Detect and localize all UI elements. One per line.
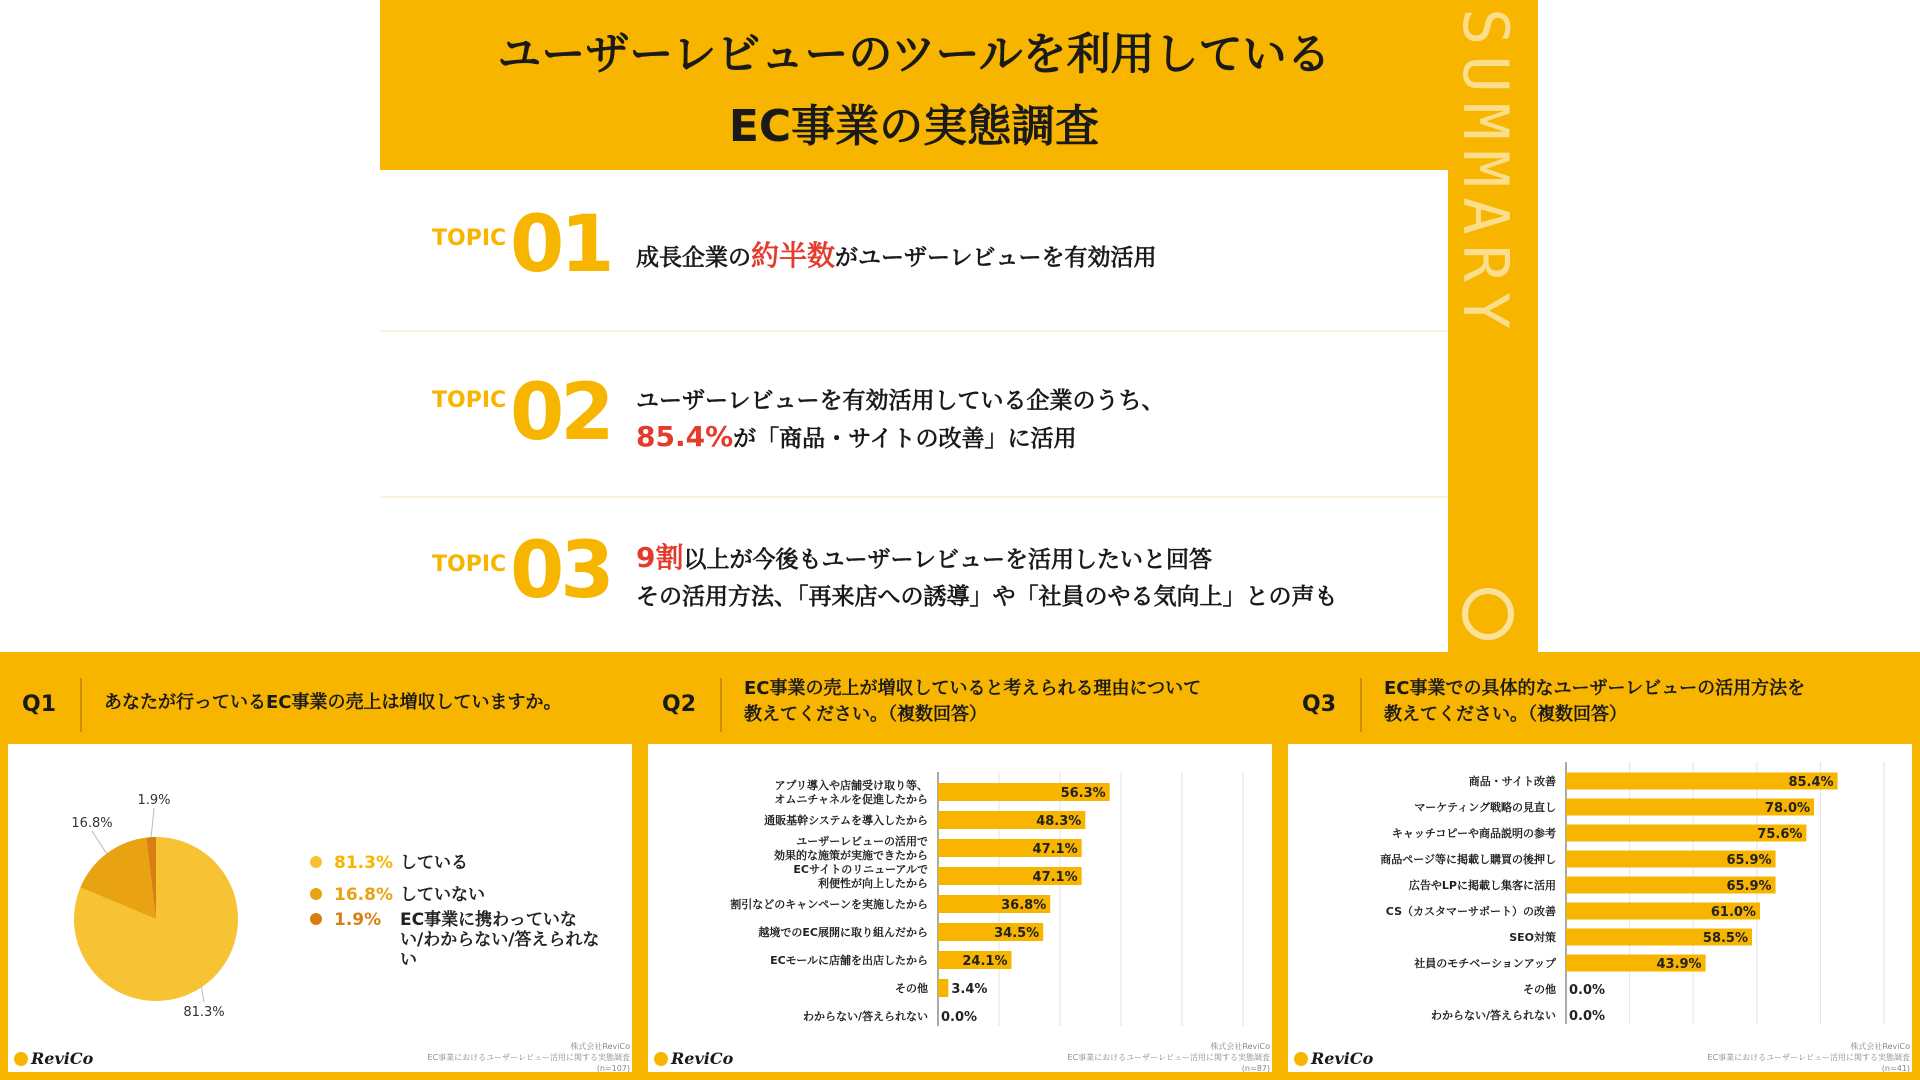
question-divider	[720, 678, 722, 732]
topic-02-line2	[636, 420, 1077, 453]
category-label: ECモールに店舗を出店したから	[770, 954, 928, 967]
category-label: わからない/答えられない	[802, 1010, 928, 1023]
bar-value-label: 56.3%	[1060, 786, 1106, 801]
category-label: CS（カスタマーサポート）の改善	[1385, 905, 1556, 918]
chart-area	[1288, 744, 1912, 1072]
credit-survey: EC事業におけるユーザーレビュー活用に関する実態調査	[1707, 1053, 1910, 1062]
chart-area	[648, 744, 1272, 1072]
category-label: 通販基幹システムを導入したから	[764, 814, 928, 827]
topic-02-line2-text: が「商品・サイトの改善」に活用	[733, 426, 1077, 452]
legend-item	[310, 880, 485, 905]
category-label: 効果的な施策が実施できたから	[774, 849, 928, 862]
topic-02	[380, 332, 1448, 496]
question-text-line2: 教えてください。（複数回答）	[1384, 704, 1627, 725]
bar-value-label: 43.9%	[1656, 957, 1702, 972]
question-text-line2: 教えてください。（複数回答）	[744, 704, 987, 725]
bar-value-label: 75.6%	[1757, 827, 1803, 842]
question-number: Q2	[662, 692, 697, 717]
bar-value-label: 78.0%	[1764, 801, 1811, 816]
legend-value: 16.8%	[334, 885, 393, 905]
legend-item	[310, 848, 468, 873]
bar-value-label: 65.9%	[1726, 853, 1772, 868]
category-label: 利便性が向上したから	[818, 877, 928, 890]
bar-value-label: 85.4%	[1788, 775, 1834, 790]
logo-text: ReviCo	[31, 1049, 94, 1068]
category-label: 商品ページ等に掲載し購買の後押し	[1380, 853, 1556, 866]
credit	[1708, 1041, 1910, 1074]
bar-chart-q3	[1288, 744, 1912, 1072]
bar-value-label: 24.1%	[962, 954, 1008, 969]
category-label: ECサイトのリニューアルで	[793, 863, 928, 876]
bar-value-label: 61.0%	[1710, 905, 1756, 920]
category-label: オムニチャネルを促進したから	[774, 793, 928, 806]
legend-label: している	[400, 853, 468, 873]
summary-side-label: SUMMARY	[1449, 8, 1522, 340]
topic-number: 03	[510, 526, 611, 616]
credit-sample: (n=41)	[1881, 1064, 1910, 1073]
question-text: あなたが行っているEC事業の売上は増収していますか。	[104, 692, 562, 713]
panel-q3	[1280, 652, 1920, 1080]
topic-number: 02	[510, 368, 611, 458]
topic-02-highlight: 85.4%	[636, 420, 734, 453]
pie-data-label: 81.3%	[183, 1005, 225, 1020]
topic-label: TOPIC	[432, 388, 507, 413]
legend-dot	[310, 888, 322, 900]
category-label: 社員のモチベーションアップ	[1414, 957, 1556, 970]
bar-value-label: 0.0%	[941, 1010, 978, 1025]
logo-text: ReviCo	[1311, 1049, 1374, 1068]
category-label: ユーザーレビューの活用で	[796, 835, 928, 848]
topic-01	[380, 170, 1448, 330]
topic-label: TOPIC	[432, 552, 507, 577]
bar-value-label: 58.5%	[1702, 931, 1749, 946]
bar-value-label: 48.3%	[1036, 814, 1082, 829]
credit-sample: (n=107)	[596, 1064, 630, 1073]
summary-side-strip	[1448, 0, 1538, 652]
category-label: アプリ導入や店舗受け取り等、	[774, 779, 928, 792]
category-label: マーケティング戦略の見直し	[1414, 801, 1556, 814]
chart-area	[8, 744, 632, 1072]
bar-chart-q2	[648, 744, 1272, 1072]
bar-value-label: 47.1%	[1032, 842, 1078, 857]
topic-03	[380, 498, 1448, 652]
ring-icon	[1462, 588, 1514, 640]
category-label: その他	[895, 982, 928, 995]
leader-line	[151, 808, 154, 837]
topic-01-text-b: がユーザーレビューを有効活用	[835, 245, 1157, 271]
logo-icon	[654, 1052, 668, 1066]
legend-value: 1.9%	[334, 910, 382, 930]
panel-q2	[640, 652, 1280, 1080]
revico-logo	[654, 1049, 733, 1068]
leader-line	[201, 987, 204, 1002]
revico-logo	[1294, 1049, 1373, 1068]
topic-03-line2: その活用方法、「再来店への誘導」や「社員のやる気向上」との声も	[636, 584, 1338, 610]
topic-label: TOPIC	[432, 226, 507, 251]
question-divider	[80, 678, 82, 732]
pie-data-label: 1.9%	[137, 793, 171, 808]
credit-company: 株式会社ReviCo	[1210, 1042, 1270, 1051]
topic-01-text-a: 成長企業の	[636, 245, 751, 271]
category-label: キャッチコピーや商品説明の参考	[1391, 827, 1556, 840]
title-banner	[380, 0, 1448, 170]
category-label: SEO対策	[1509, 931, 1556, 944]
credit-survey: EC事業におけるユーザーレビュー活用に関する実態調査	[427, 1053, 630, 1062]
bar-value-label: 34.5%	[994, 926, 1040, 941]
category-label: わからない/答えられない	[1430, 1009, 1556, 1022]
category-label: その他	[1523, 983, 1556, 996]
topic-01-text	[636, 234, 1157, 274]
topic-03-line1-text: 以上が今後もユーザーレビューを活用したいと回答	[683, 547, 1213, 573]
pie-data-label: 16.8%	[71, 816, 113, 831]
bar-value-label: 36.8%	[1001, 898, 1047, 913]
credit	[428, 1041, 630, 1074]
bar-value-label: 65.9%	[1726, 879, 1772, 894]
bar-value-label: 47.1%	[1032, 870, 1078, 885]
legend-label: EC事業に携わっていない/わからない/答えられない	[400, 910, 600, 970]
legend-label: していない	[400, 885, 485, 905]
topic-03-line1	[636, 536, 1212, 576]
logo-text: ReviCo	[671, 1049, 734, 1068]
bar-value-label: 0.0%	[1569, 1009, 1606, 1024]
topic-03-highlight: 9割	[636, 541, 684, 574]
leader-line	[92, 831, 107, 854]
topic-number: 01	[510, 200, 611, 290]
credit-sample: (n=87)	[1241, 1064, 1270, 1073]
topic-02-line1: ユーザーレビューを有効活用している企業のうち、	[636, 388, 1165, 414]
revico-logo	[14, 1049, 93, 1068]
category-label: 越境でのEC展開に取り組んだから	[758, 926, 928, 939]
category-label: 割引などのキャンペーンを実施したから	[730, 898, 928, 911]
credit-company: 株式会社ReviCo	[1850, 1042, 1910, 1051]
topic-01-highlight: 約半数	[751, 239, 836, 272]
bar-value-label: 3.4%	[951, 982, 988, 997]
legend-dot	[310, 913, 322, 925]
logo-icon	[14, 1052, 28, 1066]
pie-legend	[310, 848, 630, 968]
credit	[1068, 1041, 1270, 1074]
legend-dot	[310, 856, 322, 868]
question-number: Q3	[1302, 692, 1337, 717]
legend-item	[310, 910, 630, 970]
question-number: Q1	[22, 692, 57, 717]
summary-title-line1: ユーザーレビューのツールを利用している	[497, 29, 1331, 80]
legend-value: 81.3%	[334, 853, 393, 873]
category-label: 広告やLPに掲載し集客に活用	[1408, 879, 1556, 892]
bar	[938, 979, 948, 997]
logo-icon	[1294, 1052, 1308, 1066]
question-text-line1: EC事業での具体的なユーザーレビューの活用方法を	[1384, 678, 1806, 699]
bar-value-label: 0.0%	[1569, 983, 1606, 998]
credit-survey: EC事業におけるユーザーレビュー活用に関する実態調査	[1067, 1053, 1270, 1062]
credit-company: 株式会社ReviCo	[570, 1042, 630, 1051]
summary-title-line2: EC事業の実態調査	[728, 101, 1100, 152]
question-text-line1: EC事業の売上が増収していると考えられる理由について	[744, 678, 1202, 699]
panel-q1	[0, 652, 640, 1080]
question-divider	[1360, 678, 1362, 732]
category-label: 商品・サイト改善	[1468, 775, 1556, 788]
